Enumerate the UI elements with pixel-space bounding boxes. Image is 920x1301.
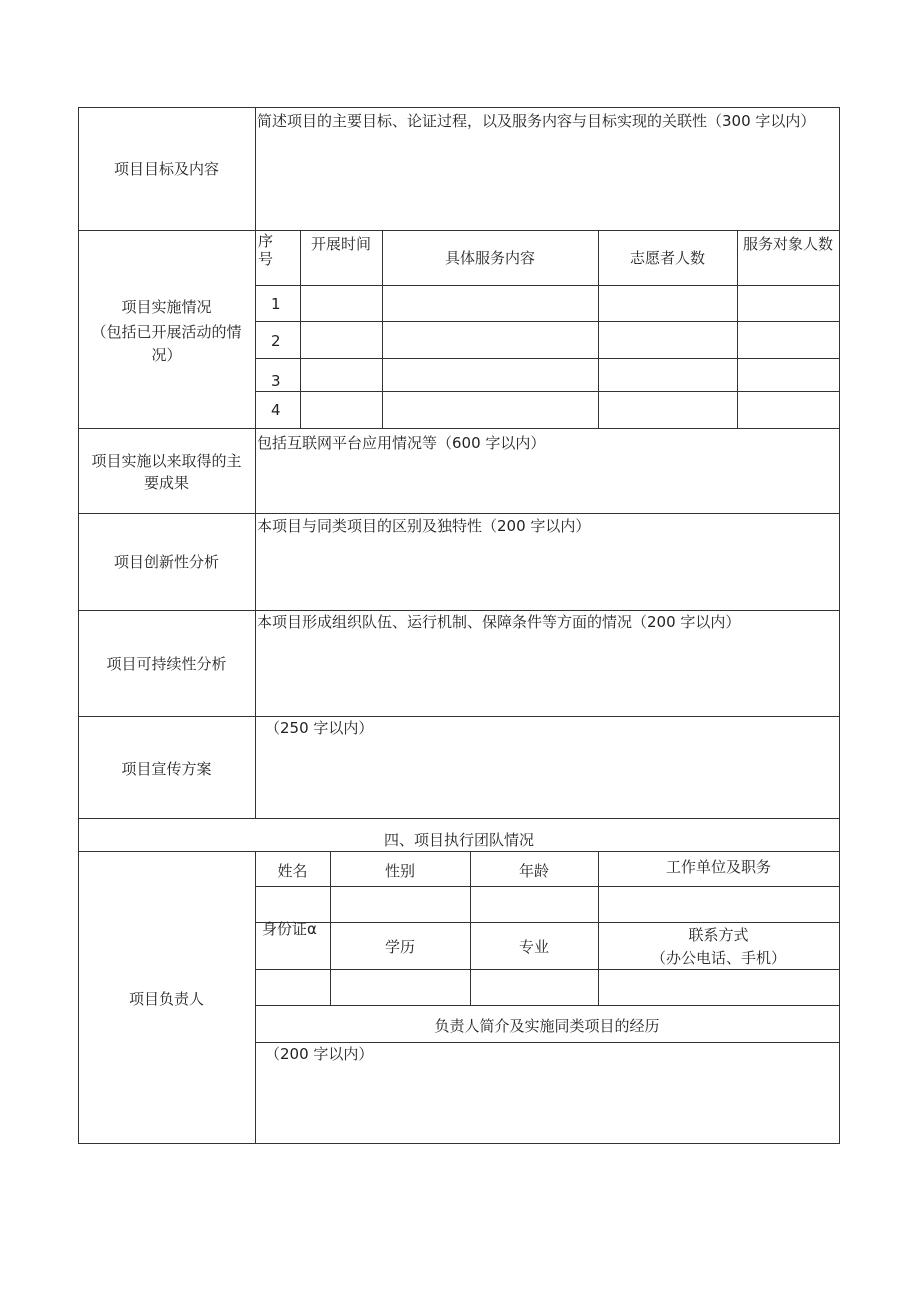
leader-id-card-header: 身份证α: [262, 920, 317, 938]
results-label-line1: 项目实施以来取得的主: [91, 452, 242, 470]
row-number-2: 2: [271, 332, 281, 350]
row-divider: [78, 428, 840, 429]
column-divider: [255, 851, 256, 1144]
header-volunteers: 志愿者人数: [629, 249, 705, 267]
row-divider: [255, 1005, 840, 1006]
goals-label: 项目目标及内容: [113, 160, 219, 178]
leader-major-header: 专业: [518, 938, 549, 956]
row-number-1: 1: [271, 295, 281, 313]
innovation-label: 项目创新性分析: [113, 553, 219, 571]
results-label-line2: 要成果: [143, 474, 189, 492]
leader-age-header: 年龄: [518, 862, 549, 880]
row-divider: [255, 969, 840, 970]
row-divider: [255, 321, 840, 322]
header-time: 开展时间: [310, 235, 371, 253]
leader-bio-heading: 负责人简介及实施同类项目的经历: [434, 1017, 660, 1035]
row-divider: [255, 391, 840, 392]
sustainability-label: 项目可持续性分析: [106, 655, 227, 673]
header-seq-line1: 序: [258, 232, 274, 250]
column-divider: [255, 107, 256, 819]
leader-employer-header: 工作单位及职务: [665, 858, 771, 876]
table-border-top: [78, 107, 840, 108]
row-divider: [78, 716, 840, 717]
leader-contact-header: 联系方式: [688, 926, 749, 944]
goals-hint: 简述项目的主要目标、论证过程，以及服务内容与目标实现的关联性（300 字以内）: [257, 112, 816, 130]
column-divider: [300, 230, 301, 428]
leader-education-header: 学历: [384, 938, 415, 956]
header-targets: 服务对象人数: [742, 235, 833, 253]
header-seq-line2: 号: [258, 250, 274, 268]
implementation-label-line2: （包括已开展活动的情: [91, 323, 242, 341]
row-number-3: 3: [271, 372, 281, 390]
leader-bio-hint: （200 字以内）: [265, 1045, 374, 1063]
row-divider: [255, 886, 840, 887]
row-divider: [78, 610, 840, 611]
column-divider: [737, 230, 738, 428]
row-divider: [78, 818, 840, 819]
row-divider: [255, 922, 840, 923]
implementation-label-line1: 项目实施情况: [121, 298, 212, 316]
leader-label: 项目负责人: [128, 990, 204, 1008]
row-divider: [255, 285, 840, 286]
team-section-heading: 四、项目执行团队情况: [383, 831, 534, 849]
row-number-4: 4: [271, 401, 281, 419]
row-divider: [255, 1042, 840, 1043]
publicity-hint: （250 字以内）: [265, 719, 374, 737]
header-content: 具体服务内容: [444, 249, 535, 267]
row-divider: [255, 358, 840, 359]
leader-contact-note: （办公电话、手机）: [650, 949, 786, 967]
publicity-label: 项目宣传方案: [121, 760, 212, 778]
row-divider: [78, 230, 840, 231]
table-border-bottom: [78, 1143, 840, 1144]
leader-gender-header: 性别: [384, 862, 415, 880]
results-hint: 包括互联网平台应用情况等（600 字以内）: [257, 434, 546, 452]
table-border-right: [839, 107, 840, 1144]
row-divider: [78, 851, 840, 852]
leader-name-header: 姓名: [277, 862, 308, 880]
innovation-hint: 本项目与同类项目的区别及独特性（200 字以内）: [257, 517, 591, 535]
sustainability-hint: 本项目形成组织队伍、运行机制、保障条件等方面的情况（200 字以内）: [257, 613, 741, 631]
row-divider: [78, 513, 840, 514]
implementation-label-line3: 况）: [151, 346, 182, 364]
